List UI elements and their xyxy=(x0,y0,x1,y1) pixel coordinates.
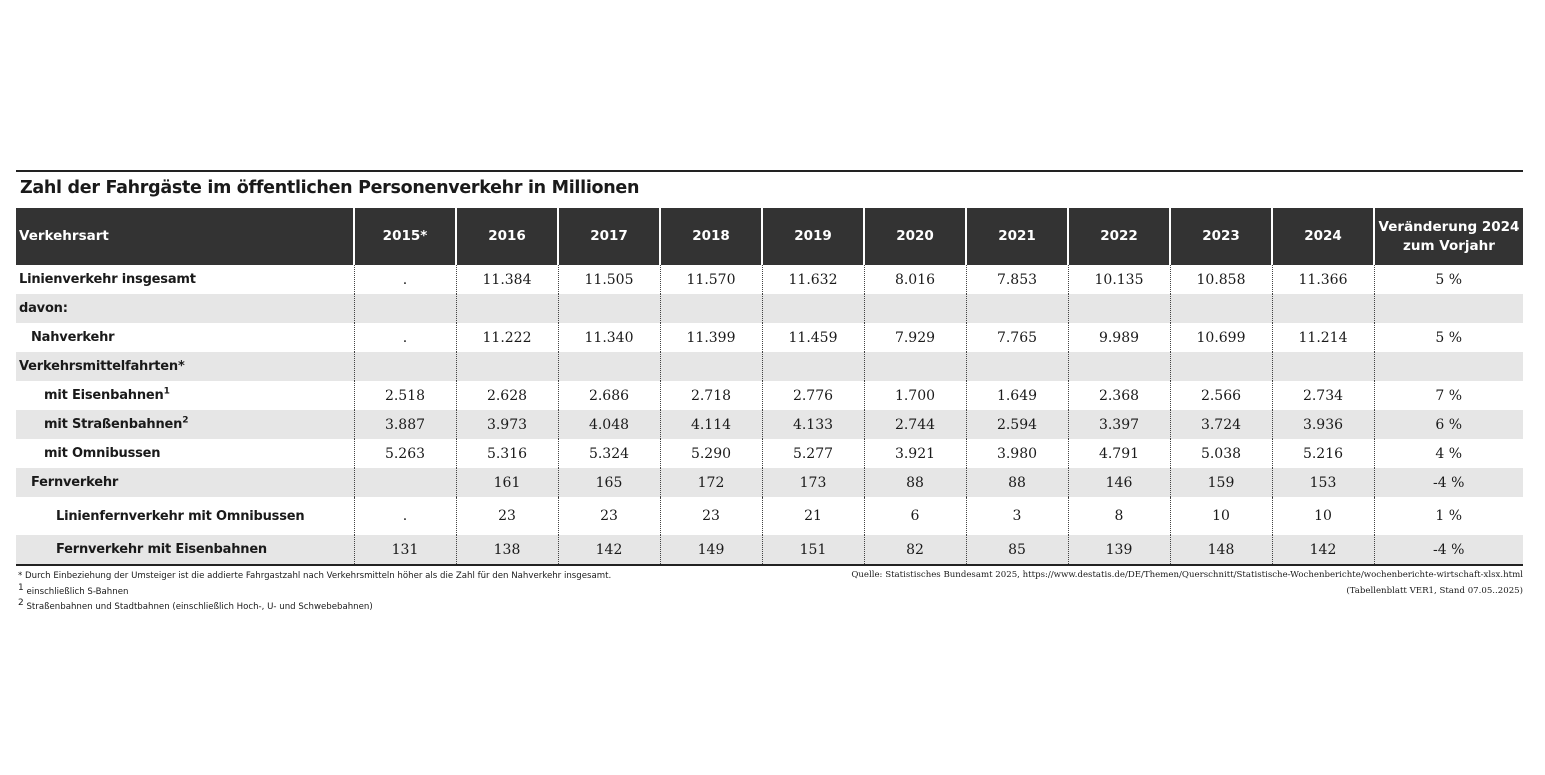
value-cell xyxy=(864,352,966,381)
row-label-text: mit Eisenbahnen xyxy=(44,388,164,403)
row-label xyxy=(16,535,354,565)
footnote-marker: 1 xyxy=(163,386,170,397)
value-cell: 23 xyxy=(558,497,660,535)
value-cell: 5.316 xyxy=(456,439,558,468)
value-cell xyxy=(1068,294,1170,323)
change-cell: 6 % xyxy=(1374,410,1523,439)
row-label-text: davon: xyxy=(19,301,68,316)
footnote-2-mark: 2 xyxy=(18,598,24,609)
column-header-year: 2018 xyxy=(660,208,762,265)
column-header-year: 2017 xyxy=(558,208,660,265)
table-title: Zahl der Fahrgäste im öffentlichen Personenverkehr in Millionen xyxy=(20,178,640,198)
value-cell: 82 xyxy=(864,535,966,565)
change-cell: -4 % xyxy=(1374,535,1523,565)
value-cell: 5.277 xyxy=(762,439,864,468)
value-cell: 173 xyxy=(762,468,864,497)
value-cell: 9.989 xyxy=(1068,323,1170,352)
value-cell: 23 xyxy=(456,497,558,535)
footnote-1-text: einschließlich S-Bahnen xyxy=(23,586,129,597)
value-cell xyxy=(660,294,762,323)
footnote-1-mark: 1 xyxy=(18,582,24,593)
value-cell: 85 xyxy=(966,535,1068,565)
value-cell: 2.594 xyxy=(966,410,1068,439)
footnote-marker: 2 xyxy=(182,415,189,426)
value-cell: 142 xyxy=(558,535,660,565)
table-row xyxy=(16,381,1523,410)
value-cell: 142 xyxy=(1272,535,1374,565)
column-header-year: 2024 xyxy=(1272,208,1374,265)
column-header-year: 2015* xyxy=(354,208,456,265)
value-cell xyxy=(558,352,660,381)
change-cell: 1 % xyxy=(1374,497,1523,535)
column-header-change xyxy=(1374,208,1523,265)
value-cell: 3.980 xyxy=(966,439,1068,468)
value-cell: 153 xyxy=(1272,468,1374,497)
value-cell: 149 xyxy=(660,535,762,565)
value-cell: 10.699 xyxy=(1170,323,1272,352)
value-cell xyxy=(660,352,762,381)
row-label xyxy=(16,497,354,535)
value-cell xyxy=(762,294,864,323)
value-cell: 3.724 xyxy=(1170,410,1272,439)
value-cell: 2.686 xyxy=(558,381,660,410)
value-cell: 151 xyxy=(762,535,864,565)
value-cell: 88 xyxy=(966,468,1068,497)
value-cell xyxy=(354,352,456,381)
value-cell: 161 xyxy=(456,468,558,497)
column-header-year: 2019 xyxy=(762,208,864,265)
change-cell: 4 % xyxy=(1374,439,1523,468)
value-cell: 3.397 xyxy=(1068,410,1170,439)
passenger-table xyxy=(16,208,1523,566)
value-cell xyxy=(966,352,1068,381)
row-label-text: Linienverkehr insgesamt xyxy=(19,272,196,287)
value-cell: 159 xyxy=(1170,468,1272,497)
source-line-2: (Tabellenblatt VER1, Stand 07.05..2025) xyxy=(1346,585,1523,596)
value-cell: 2.718 xyxy=(660,381,762,410)
footnote-star: * Durch Einbeziehung der Umsteiger ist die addierte Fahrgastzahl nach Verkehrsmitteln höher als die Zahl für den Nahverkehr insgesamt. xyxy=(18,571,612,581)
value-cell: 21 xyxy=(762,497,864,535)
row-label xyxy=(16,468,354,497)
value-cell: 11.366 xyxy=(1272,265,1374,294)
header-row xyxy=(16,208,1523,265)
change-header-line2: zum Vorjahr xyxy=(1403,237,1495,254)
table-row xyxy=(16,468,1523,497)
source-note xyxy=(851,568,1523,599)
value-cell: 2.734 xyxy=(1272,381,1374,410)
value-cell: 10 xyxy=(1272,497,1374,535)
value-cell: 11.399 xyxy=(660,323,762,352)
value-cell: 2.518 xyxy=(354,381,456,410)
footnote-1 xyxy=(18,582,611,601)
value-cell: 11.570 xyxy=(660,265,762,294)
change-cell: 5 % xyxy=(1374,265,1523,294)
value-cell: 3.887 xyxy=(354,410,456,439)
value-cell: 2.566 xyxy=(1170,381,1272,410)
value-cell: . xyxy=(354,497,456,535)
value-cell: 5.216 xyxy=(1272,439,1374,468)
table-row xyxy=(16,439,1523,468)
row-label-text: mit Omnibussen xyxy=(44,446,161,461)
value-cell: 2.628 xyxy=(456,381,558,410)
value-cell: . xyxy=(354,265,456,294)
value-cell xyxy=(864,294,966,323)
value-cell xyxy=(1170,352,1272,381)
row-label xyxy=(16,410,354,439)
value-cell: 11.505 xyxy=(558,265,660,294)
value-cell: 4.114 xyxy=(660,410,762,439)
value-cell: 5.038 xyxy=(1170,439,1272,468)
row-label-text: Nahverkehr xyxy=(31,330,115,345)
value-cell: 3.921 xyxy=(864,439,966,468)
value-cell: 172 xyxy=(660,468,762,497)
value-cell: 7.765 xyxy=(966,323,1068,352)
value-cell xyxy=(1068,352,1170,381)
row-label xyxy=(16,323,354,352)
value-cell: 23 xyxy=(660,497,762,535)
change-cell: 7 % xyxy=(1374,381,1523,410)
value-cell: 88 xyxy=(864,468,966,497)
change-cell: 5 % xyxy=(1374,323,1523,352)
value-cell: 5.324 xyxy=(558,439,660,468)
value-cell xyxy=(1272,352,1374,381)
value-cell: 5.290 xyxy=(660,439,762,468)
value-cell: 11.459 xyxy=(762,323,864,352)
column-header-year: 2022 xyxy=(1068,208,1170,265)
value-cell: 165 xyxy=(558,468,660,497)
value-cell xyxy=(558,294,660,323)
value-cell: 139 xyxy=(1068,535,1170,565)
column-header-year: 2021 xyxy=(966,208,1068,265)
value-cell: 1.649 xyxy=(966,381,1068,410)
value-cell: 131 xyxy=(354,535,456,565)
value-cell: 138 xyxy=(456,535,558,565)
value-cell xyxy=(1170,294,1272,323)
value-cell: 6 xyxy=(864,497,966,535)
change-cell: -4 % xyxy=(1374,468,1523,497)
row-label xyxy=(16,294,354,323)
value-cell xyxy=(762,352,864,381)
value-cell: 4.791 xyxy=(1068,439,1170,468)
value-cell: 10 xyxy=(1170,497,1272,535)
row-label-text: Verkehrsmittelfahrten* xyxy=(19,359,185,374)
value-cell: . xyxy=(354,323,456,352)
column-header-year: 2016 xyxy=(456,208,558,265)
row-label xyxy=(16,352,354,381)
row-label-text: mit Straßenbahnen xyxy=(44,417,183,432)
footnote-2-text: Straßenbahnen und Stadtbahnen (einschließlich Hoch-, U- und Schwebebahnen) xyxy=(23,602,373,612)
value-cell: 2.744 xyxy=(864,410,966,439)
value-cell: 3.936 xyxy=(1272,410,1374,439)
footnotes xyxy=(18,569,611,616)
change-header-line1: Veränderung 2024 xyxy=(1378,218,1520,235)
value-cell xyxy=(354,294,456,323)
value-cell xyxy=(354,468,456,497)
table-row xyxy=(16,323,1523,352)
value-cell xyxy=(456,352,558,381)
table-body xyxy=(16,265,1523,565)
row-label xyxy=(16,265,354,294)
column-header-year: 2020 xyxy=(864,208,966,265)
table-row xyxy=(16,410,1523,439)
value-cell: 2.368 xyxy=(1068,381,1170,410)
value-cell: 1.700 xyxy=(864,381,966,410)
column-header-year: 2023 xyxy=(1170,208,1272,265)
value-cell xyxy=(966,294,1068,323)
value-cell: 11.214 xyxy=(1272,323,1374,352)
value-cell xyxy=(456,294,558,323)
value-cell xyxy=(1272,294,1374,323)
footnote-2 xyxy=(18,600,611,616)
top-rule xyxy=(16,170,1523,172)
value-cell: 4.048 xyxy=(558,410,660,439)
row-label xyxy=(16,381,354,410)
footnotes-area xyxy=(16,569,1523,619)
table-row xyxy=(16,497,1523,535)
value-cell: 10.858 xyxy=(1170,265,1272,294)
column-header-verkehrsart: Verkehrsart xyxy=(16,208,354,265)
value-cell: 148 xyxy=(1170,535,1272,565)
value-cell: 7.929 xyxy=(864,323,966,352)
value-cell: 7.853 xyxy=(966,265,1068,294)
value-cell: 146 xyxy=(1068,468,1170,497)
table-row xyxy=(16,535,1523,565)
value-cell: 5.263 xyxy=(354,439,456,468)
table-row xyxy=(16,352,1523,381)
value-cell: 3.973 xyxy=(456,410,558,439)
row-label-text: Fernverkehr mit Eisenbahnen xyxy=(56,542,267,557)
source-line-1: Quelle: Statistisches Bundesamt 2025, https://www.destatis.de/DE/Themen/Querschnitt/Statistische-Wochenberichte/wochenberichte-wirtschaft-xlsx.html xyxy=(851,570,1523,580)
value-cell: 3 xyxy=(966,497,1068,535)
value-cell: 11.340 xyxy=(558,323,660,352)
table-container xyxy=(16,170,1523,619)
table-row xyxy=(16,265,1523,294)
table-row xyxy=(16,294,1523,323)
change-cell xyxy=(1374,352,1523,381)
change-cell xyxy=(1374,294,1523,323)
value-cell: 11.632 xyxy=(762,265,864,294)
value-cell: 2.776 xyxy=(762,381,864,410)
row-label-text: Linienfernverkehr mit Omnibussen xyxy=(56,508,305,524)
row-label-text: Fernverkehr xyxy=(31,475,119,490)
value-cell: 4.133 xyxy=(762,410,864,439)
value-cell: 8 xyxy=(1068,497,1170,535)
value-cell: 10.135 xyxy=(1068,265,1170,294)
value-cell: 11.222 xyxy=(456,323,558,352)
value-cell: 11.384 xyxy=(456,265,558,294)
value-cell: 8.016 xyxy=(864,265,966,294)
row-label xyxy=(16,439,354,468)
